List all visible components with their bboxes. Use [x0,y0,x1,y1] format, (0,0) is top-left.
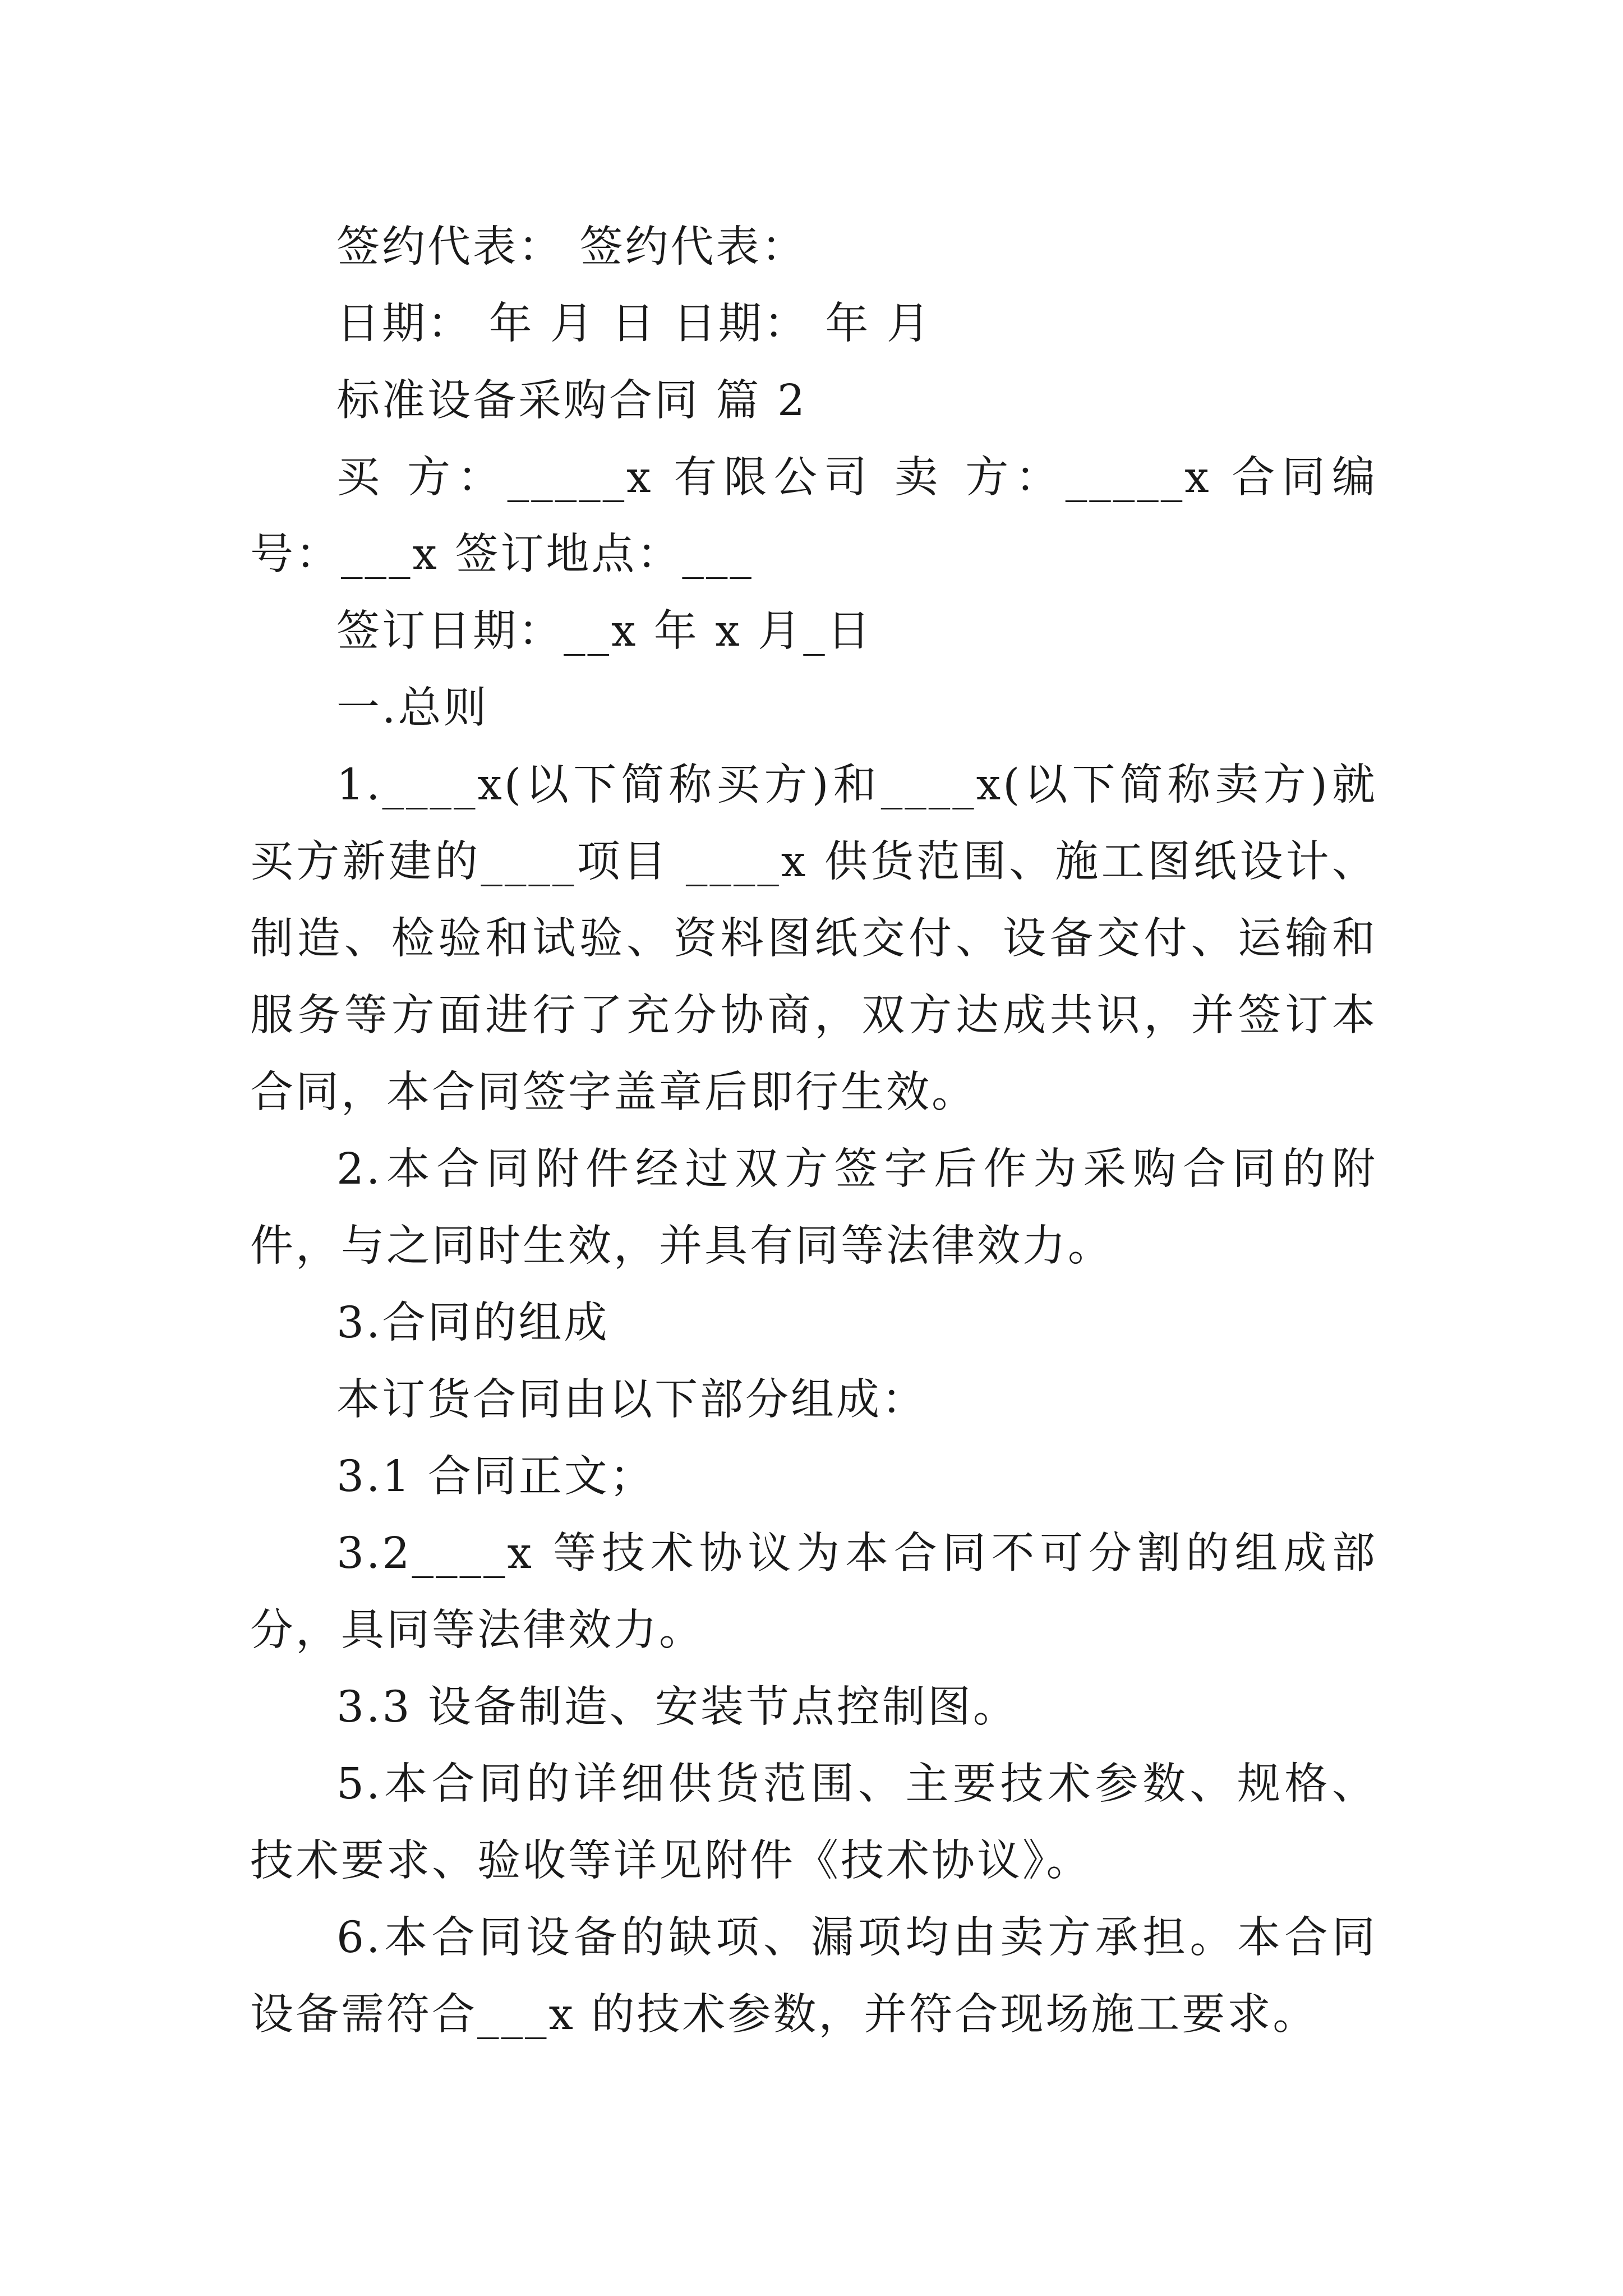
clause-3-2: 3.2____x 等技术协议为本合同不可分割的组成部分，具同等法律效力。 [250,1529,1377,1655]
clause-1: 1.____x(以下简称买方)和____x(以下简称卖方)就买方新建的____项目 ____x 供货范围、施工图纸设计、制造、检验和试验、资料图纸交付、设备交付、运输和服务等方面进行了充分协商，双方达成共识，并签订本合同，本合同签字盖章后即行生效。 [250,760,1377,1117]
section-title: 标准设备采购合同 篇 2 [336,376,807,426]
clause-3-1: 3.1 合同正文； [336,1452,655,1502]
date-line: 日期： 年 月 日 日期： 年 月 [336,299,932,349]
clause-2: 2.本合同附件经过双方签字后作为采购合同的附件，与之同时生效，并具有同等法律效力。 [250,1144,1377,1271]
signing-date-line: 签订日期：__x 年 x 月_日 [336,606,873,656]
clause-3-3: 3.3 设备制造、安装节点控制图。 [336,1682,1018,1732]
clause-3-intro: 本订货合同由以下部分组成： [336,1375,927,1425]
clause-5: 5.本合同的详细供货范围、主要技术参数、规格、技术要求、验收等详见附件《技术协议》。 [250,1759,1377,1886]
signatory-line: 签约代表： 签约代表： [336,222,807,272]
general-heading: 一.总则 [336,683,489,733]
parties-line: 买 方：_____x 有限公司 卖 方：_____x 合同编号：___x 签订地点：___ [250,453,1377,579]
document-body [250,209,1377,2053]
clause-3-heading: 3.合同的组成 [336,1298,610,1348]
clause-6: 6.本合同设备的缺项、漏项均由卖方承担。本合同设备需符合___x 的技术参数，并符合现场施工要求。 [250,1913,1377,2040]
